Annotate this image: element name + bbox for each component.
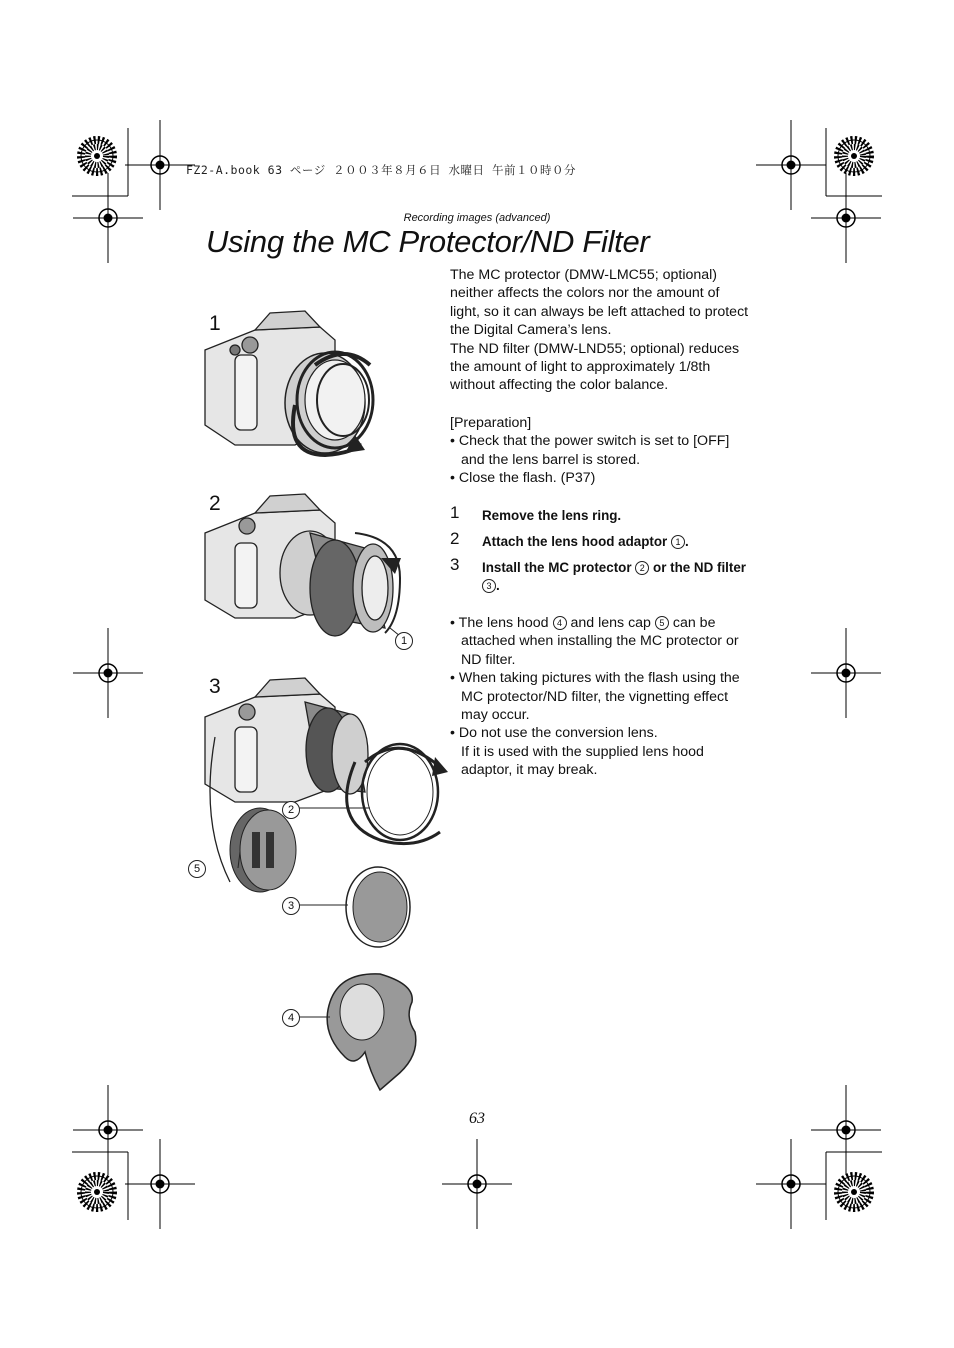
preparation-item <box>450 432 750 469</box>
circled-ref: 3 <box>482 579 496 593</box>
bullet-glyph: • <box>450 615 455 631</box>
note-text: and lens cap <box>570 615 651 631</box>
step-text: Attach the lens hood adaptor <box>482 534 668 549</box>
callout-2: 2 <box>282 801 300 819</box>
steps-list <box>450 503 750 603</box>
intro-nd-filter: The ND filter (DMW-LND55; optional) reduces the amount of light to approximately 1/8th without affecting the color balance. <box>450 340 740 394</box>
section-label: Recording images (advanced) <box>403 212 551 224</box>
step-number: 3 <box>450 555 460 574</box>
intro-mc-protector: The MC protector (DMW-LMC55; optional) neither affects the colors nor the amount of light, so it can always be left attached to protect the Digital Camera’s lens. <box>450 267 749 339</box>
camera-remove-lens-ring-illustration <box>195 305 395 465</box>
bullet-glyph: • <box>450 433 455 450</box>
step-text: . <box>496 578 500 593</box>
note-text: When taking pictures with the flash using the MC protector/ND filter, the vignetting effect may occur. <box>458 670 740 724</box>
intro-text <box>450 266 750 395</box>
step-text: . <box>684 534 689 549</box>
step-1 <box>450 503 750 525</box>
step-number: 1 <box>450 503 460 522</box>
note-text: Do not use the conversion lens. <box>458 725 658 742</box>
note-item <box>450 614 750 669</box>
step-text: Install the MC protector <box>482 560 632 575</box>
bullet-glyph: • <box>450 470 455 487</box>
bullet-glyph: • <box>450 670 455 687</box>
figure-number-2: 2 <box>209 492 221 515</box>
callout-3: 3 <box>282 897 300 915</box>
circled-ref: 4 <box>553 616 567 630</box>
note-text: The lens hood <box>458 615 549 631</box>
callout-1: 1 <box>395 632 413 650</box>
page-number: 63 <box>469 1110 485 1127</box>
note-text: can be attached when installing the MC protector or ND filter. <box>461 615 739 668</box>
camera-attach-hood-adaptor-illustration <box>195 488 420 658</box>
circled-ref: 1 <box>671 535 685 549</box>
bullet-glyph: • <box>450 725 455 742</box>
callout-5: 5 <box>188 860 206 878</box>
preparation-section <box>450 414 750 488</box>
figure-number-3: 3 <box>209 675 221 698</box>
step-3 <box>450 555 750 595</box>
preparation-item-text: Close the flash. (P37) <box>458 470 596 487</box>
camera-install-filter-illustration <box>190 672 450 1097</box>
figure-number-1: 1 <box>209 312 221 335</box>
print-header-line: FZ2-A.book 63 ページ ２００３年８月６日 水曜日 午前１０時０分 <box>186 163 576 177</box>
note-continuation: If it is used with the supplied lens hood adaptor, it may break. <box>461 743 704 779</box>
page-title: Using the MC Protector/ND Filter <box>206 224 650 259</box>
preparation-heading: [Preparation] <box>450 415 532 431</box>
notes-section <box>450 614 750 780</box>
circled-ref: 2 <box>635 561 649 575</box>
preparation-item <box>450 469 750 487</box>
step-number: 2 <box>450 529 460 548</box>
step-text: or the ND filter <box>653 560 747 575</box>
preparation-item-text: Check that the power switch is set to [OFF] and the lens barrel is stored. <box>458 433 730 468</box>
note-item <box>450 724 750 742</box>
step-text: Remove the lens ring. <box>482 508 622 523</box>
circled-ref: 5 <box>655 616 669 630</box>
note-item <box>450 669 750 724</box>
callout-4: 4 <box>282 1009 300 1027</box>
step-2 <box>450 529 750 551</box>
